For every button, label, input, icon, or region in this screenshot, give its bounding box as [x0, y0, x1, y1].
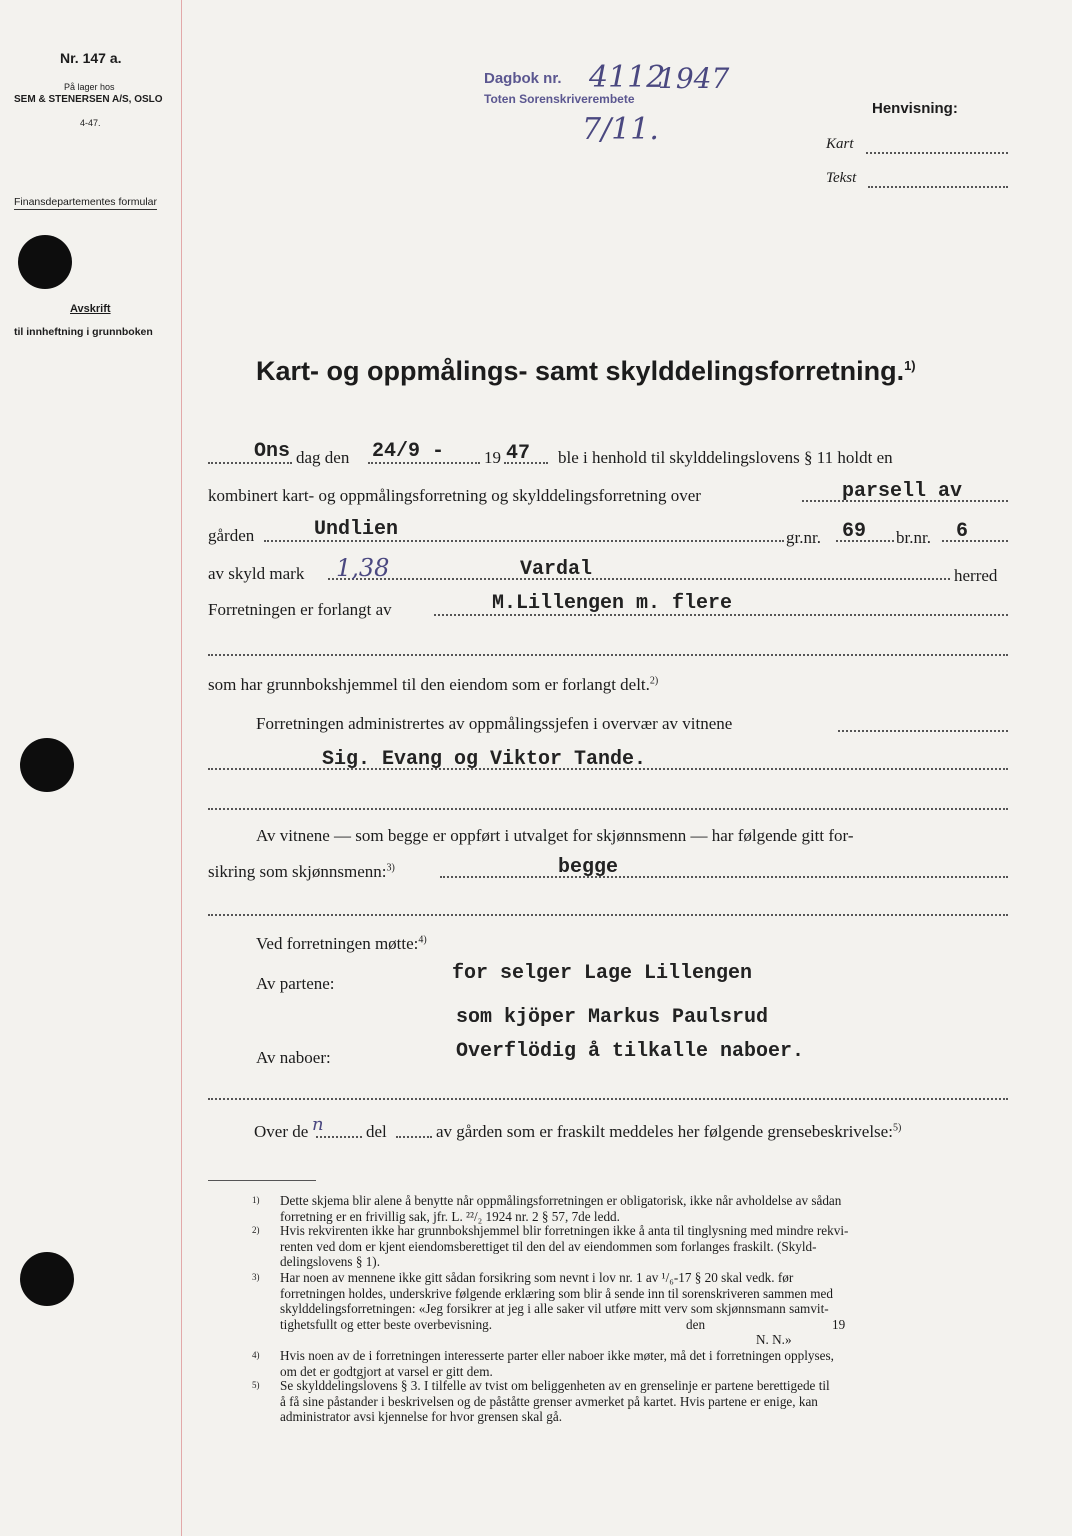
footnote-3-line-5: N. N.» — [756, 1332, 792, 1348]
kart-line — [866, 152, 1008, 154]
blank-line-3 — [208, 914, 1008, 916]
grnr-value: 69 — [842, 520, 867, 543]
partene-value-2: som kjöper Markus Paulsrud — [456, 1006, 769, 1029]
dotline-over-1 — [316, 1136, 362, 1138]
dag-den-label: dag den — [296, 448, 350, 467]
date-value: 24/9 - — [372, 440, 445, 463]
footnote-2-num: 2) — [252, 1225, 260, 1235]
blank-line-2 — [208, 808, 1008, 810]
footnote-3-line-2: forretningen holdes, underskrive følgende erklæring som blir å sende inn til sorenskriveren sammen med — [280, 1285, 833, 1301]
footnote-1-num: 1) — [252, 1195, 260, 1205]
skyld-value: 1,38 — [336, 554, 390, 582]
footnote-5 — [208, 1378, 1008, 1425]
footnote-1-line-2: forretning er en frivillig sak, jfr. L. ²²/₂ 1924 nr. 2 § 57, 7de ledd. — [280, 1208, 620, 1224]
avskrift-label: Avskrift — [70, 303, 111, 315]
footnote-3-line-4 — [208, 1317, 1008, 1333]
edition: 4-47. — [80, 118, 101, 128]
line-11 — [256, 934, 427, 954]
line-6-sup: 2) — [649, 675, 659, 687]
footnote-3-line-4-text: tighetsfullt og etter beste overbevisning. — [280, 1316, 493, 1332]
line-14 — [256, 1040, 1008, 1072]
document-title-sup: 1) — [904, 358, 916, 373]
brnr-value: 6 — [956, 520, 969, 543]
forsikring-label: sikring som skjønnsmenn: — [208, 862, 387, 881]
line-15 — [254, 1114, 1008, 1146]
year-value: 47 — [506, 442, 531, 465]
document-title-text: Kart- og oppmålings- samt skylddelingsforretning. — [256, 356, 905, 386]
line-6-text: som har grunnbokshjemmel til den eiendom som er forlangt delt. — [208, 675, 650, 694]
stamp-dagbok — [484, 70, 562, 87]
avskrift-sub: til innheftning i grunnboken — [14, 326, 153, 338]
line-1-text: ble i henhold til skylddelingslovens § 11 holdt en — [558, 448, 893, 467]
footnote-4-num: 4) — [252, 1350, 260, 1360]
formular-label: Finansdepartementes formular — [14, 196, 157, 208]
stamp-number: 4112 — [589, 60, 666, 95]
footnote-1-line-1: Dette skjema blir alene å benytte når oppmålingsforretningen er obligatorisk, ikke når avholdelse av sådan — [280, 1193, 842, 1208]
line-7-text: Forretningen administrertes av oppmålingssjefen i overvær av vitnene — [256, 714, 733, 733]
line-10-sup: 3) — [386, 862, 395, 874]
blank-line-1 — [208, 654, 1008, 656]
footnote-3-year: 19 — [832, 1316, 846, 1332]
brnr-label: br.nr. — [896, 528, 931, 547]
line-1 — [208, 440, 1008, 472]
line-7 — [256, 714, 1008, 746]
line-13 — [256, 1006, 1008, 1036]
grensebeskrivelse-label: av gården som er fraskilt meddeles her følgende grensebeskrivelse: — [436, 1122, 893, 1141]
line-6 — [208, 675, 658, 695]
parsell-value: parsell av — [842, 480, 963, 503]
henvisning-tekst — [826, 170, 1008, 187]
partene-value-1: for selger Lage Lillengen — [452, 962, 753, 985]
punch-hole-bottom — [20, 1252, 74, 1306]
footnote-5-line-2: å få sine påstander i beskrivelsen og de påståtte grenser avmerket på kartet. Hvis partene er enige, kan — [280, 1393, 818, 1409]
footnote-3-line-1: Har noen av mennene ikke gitt sådan forsikring som nevnt i lov nr. 1 av ¹/₆-17 § 20 skal vedk. før — [280, 1270, 794, 1285]
line-5 — [208, 592, 1008, 624]
tekst-label: Tekst — [826, 170, 857, 186]
line-10-text — [208, 862, 395, 882]
stamp-year: 1947 — [658, 62, 730, 95]
publisher-line1: På lager hos — [64, 82, 115, 92]
footnote-separator — [208, 1180, 316, 1181]
grnr-label: gr.nr. — [786, 528, 821, 547]
line-3 — [208, 518, 1008, 550]
punch-hole-middle — [20, 738, 74, 792]
henvisning-kart — [826, 136, 1008, 153]
forlangt-value: M.Lillengen m. flere — [492, 592, 733, 615]
partene-label: Av partene: — [256, 974, 335, 993]
dotline-skyld — [328, 578, 950, 580]
farm-value: Undlien — [314, 518, 399, 541]
publisher-line2: SEM & STENERSEN A/S, OSLO — [14, 94, 163, 105]
footnote-4 — [208, 1348, 1008, 1379]
line-2 — [208, 478, 1008, 510]
footnote-3-line-3: skylddelingsforretningen: «Jeg forsikrer at jeg i alle saker vil utføre mitt verv som skjønnsmann samvit- — [280, 1301, 829, 1317]
line-10 — [208, 854, 1008, 886]
footnote-4-line-2: om det er godtgjort at varsel er gitt dem. — [280, 1363, 493, 1379]
footnote-2-line-2: renten ved dom er kjent eiendomsberettiget til den del av eiendommen som forlanges fraskilt. (Skyld- — [280, 1238, 817, 1254]
del-label: del — [366, 1122, 387, 1141]
stamp-office: Toten Sorenskriverembete — [484, 92, 635, 106]
document-title — [256, 356, 916, 387]
dotline-forsikring — [440, 876, 1008, 878]
henvisning-title: Henvisning: — [872, 100, 958, 117]
line-9 — [256, 826, 854, 846]
line-11-sup: 4) — [418, 934, 427, 946]
garden-label: gården — [208, 526, 255, 545]
footnote-2-line-3: delingslovens § 1). — [280, 1254, 380, 1270]
over-label: Over de — [254, 1122, 309, 1141]
skyld-label: av skyld mark — [208, 564, 305, 583]
footnote-2-line-1: Hvis rekvirenten ikke har grunnbokshjemmel blir forretningen ikke å anta til tinglysning med mindre rekvi- — [280, 1223, 849, 1238]
herred-name: Vardal — [520, 558, 593, 581]
dotline-brnr — [942, 540, 1008, 542]
footnote-5-line-1: Se skylddelingslovens § 3. I tilfelle av tvist om beliggenheten av en grenselinje er partene berettigede til — [280, 1378, 830, 1393]
line-12 — [256, 962, 1008, 994]
forlangt-label: Forretningen er forlangt av — [208, 600, 392, 619]
tekst-line — [868, 186, 1008, 188]
footnote-3-den: den — [686, 1316, 706, 1332]
stamp-dagbok-label: Dagbok nr. — [484, 70, 562, 87]
stamp-date: 7/11. — [582, 112, 659, 147]
form-number: Nr. 147 a. — [60, 50, 122, 66]
day-value: Ons — [254, 440, 291, 463]
witnesses-value: Sig. Evang og Viktor Tande. — [322, 748, 647, 771]
line-15-text — [436, 1122, 901, 1142]
footnote-1 — [208, 1193, 1008, 1224]
footnote-5-line-3: administrator avsi kjennelse for hvor grensen skal gå. — [280, 1409, 562, 1425]
footnote-2 — [208, 1223, 1008, 1270]
year-prefix: 19 — [484, 448, 501, 467]
dotline-over-2 — [396, 1136, 432, 1138]
footnote-3-num: 3) — [252, 1272, 260, 1282]
kart-label: Kart — [826, 136, 854, 152]
footnote-3 — [208, 1270, 1008, 1348]
line-11-text: Ved forretningen møtte: — [256, 934, 419, 953]
footnote-4-line-1: Hvis noen av de i forretningen interesserte parter eller naboer ikke møter, må det i forretningen opplyses, — [280, 1348, 834, 1363]
line-2-text: kombinert kart- og oppmålingsforretning og skylddelingsforretning over — [208, 486, 701, 505]
forsikring-value: begge — [558, 856, 619, 879]
line-15-sup: 5) — [892, 1122, 902, 1134]
naboer-label: Av naboer: — [256, 1048, 331, 1067]
line-8 — [208, 746, 1008, 778]
dotline-vitnene — [838, 730, 1008, 732]
punch-hole-top — [18, 235, 72, 289]
blank-line-4 — [208, 1098, 1008, 1100]
line-9-text: Av vitnene — som begge er oppført i utvalget for skjønnsmenn — har følgende gitt for- — [256, 826, 854, 845]
footnote-5-num: 5) — [252, 1380, 260, 1390]
red-margin-line — [181, 0, 182, 1536]
over-n: n — [312, 1114, 324, 1135]
naboer-value: Overflödig å tilkalle naboer. — [456, 1040, 805, 1063]
herred-label: herred — [954, 566, 998, 585]
line-4 — [208, 556, 1008, 588]
